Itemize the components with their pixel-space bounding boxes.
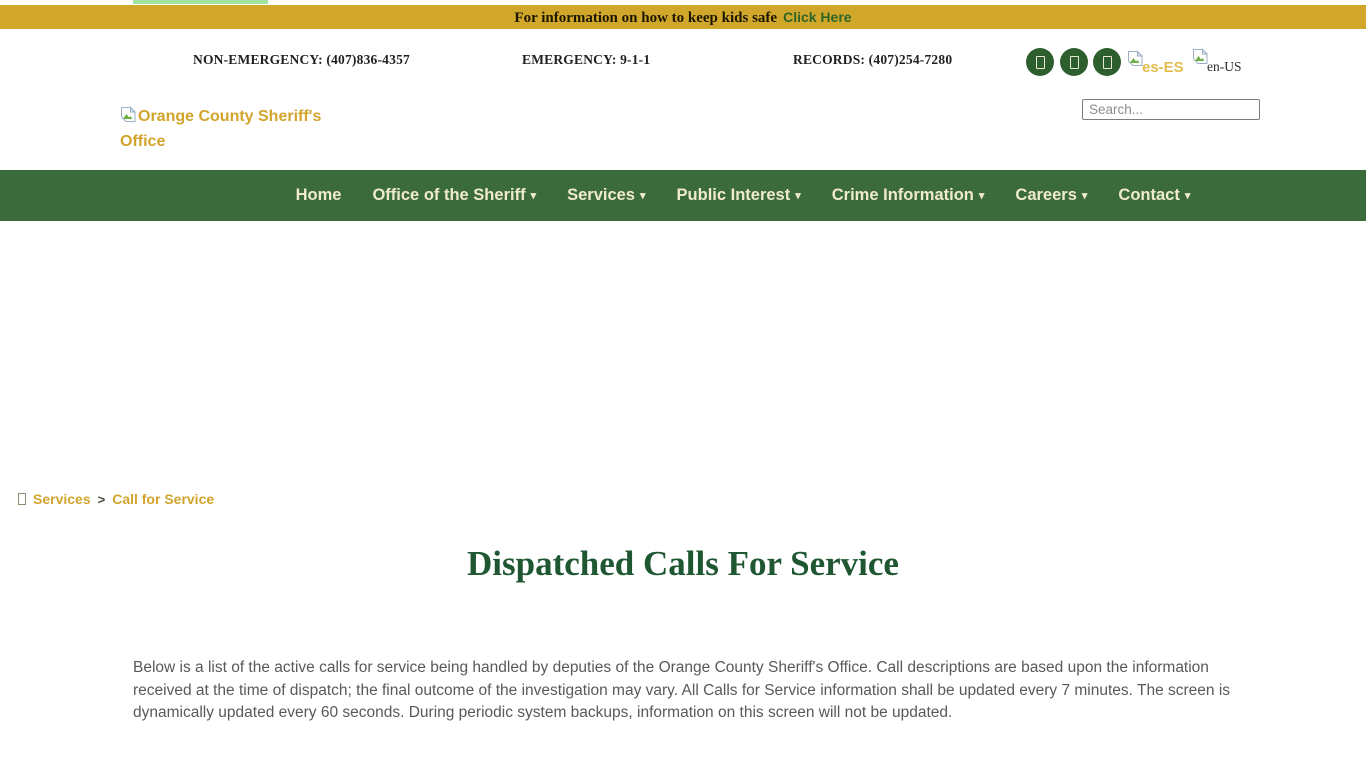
alert-click-here-link[interactable]: Click Here: [783, 9, 852, 25]
language-es-alt-text: es-ES: [1142, 59, 1184, 76]
chevron-down-icon: ▾: [1184, 190, 1191, 202]
nav-item-office-of-the-sheriff[interactable]: Office of the Sheriff ▾: [372, 186, 537, 204]
intro-paragraph: Below is a list of the active calls for service being handled by deputies of the Orange County Sheriff's Office. Call descriptions are based upon the information received at the time of dispatch; the final outcome of the investigation may vary. All Calls for Service information shall be updated every 7 minutes. The screen is dynamically updated every 60 seconds. During periodic system backups, information on this screen will not be updated.: [133, 659, 1231, 721]
chevron-down-icon: ▾: [795, 190, 801, 202]
chevron-down-icon: ▾: [1081, 190, 1088, 202]
breadcrumb: [18, 491, 214, 507]
main-nav-items: [120, 170, 1366, 221]
chevron-down-icon: ▾: [978, 190, 985, 202]
language-en-alt-text: en-US: [1207, 59, 1242, 74]
language-es-link[interactable]: [1127, 50, 1186, 76]
emergency-phone: EMERGENCY: 9-1-1: [522, 52, 651, 67]
alert-banner-text: For information on how to keep kids safe: [514, 10, 778, 26]
search-input[interactable]: [1082, 99, 1260, 120]
skip-to-content-link[interactable]: [133, 0, 268, 4]
nav-item-contact[interactable]: Contact ▾: [1118, 186, 1191, 204]
chevron-down-icon: ▾: [530, 190, 537, 202]
records-phone: RECORDS: (407)254-7280: [793, 52, 953, 67]
nav-item-careers[interactable]: Careers ▾: [1015, 186, 1088, 204]
breadcrumb-call-for-service-link[interactable]: Call for Service: [112, 491, 215, 507]
breadcrumb-services-link[interactable]: Services: [33, 491, 91, 507]
nav-item-crime-information[interactable]: Crime Information ▾: [831, 186, 985, 204]
social-icon-2[interactable]: [1060, 48, 1088, 76]
nav-item-home[interactable]: Home: [295, 186, 342, 204]
page-title: Dispatched Calls For Service: [467, 544, 899, 583]
missing-glyph-icon: [18, 493, 26, 505]
non-emergency-phone: NON-EMERGENCY: (407)836-4357: [193, 52, 410, 67]
site-logo[interactable]: [120, 104, 332, 154]
broken-image-icon: [120, 106, 137, 123]
nav-item-public-interest[interactable]: Public Interest ▾: [676, 186, 801, 204]
alert-banner: [0, 5, 1366, 29]
missing-glyph-icon: [1070, 56, 1079, 69]
chevron-down-icon: ▾: [640, 190, 646, 202]
logo-alt-text: Orange County Sheriff's Office: [120, 108, 322, 150]
social-icon-1[interactable]: [1026, 48, 1054, 76]
language-en-link[interactable]: [1192, 48, 1244, 74]
breadcrumb-separator: >: [97, 491, 106, 507]
missing-glyph-icon: [1103, 56, 1112, 69]
nav-item-services[interactable]: Services ▾: [567, 186, 646, 204]
missing-glyph-icon: [1036, 56, 1045, 69]
social-icon-3[interactable]: [1093, 48, 1121, 76]
main-nav: [0, 170, 1366, 221]
